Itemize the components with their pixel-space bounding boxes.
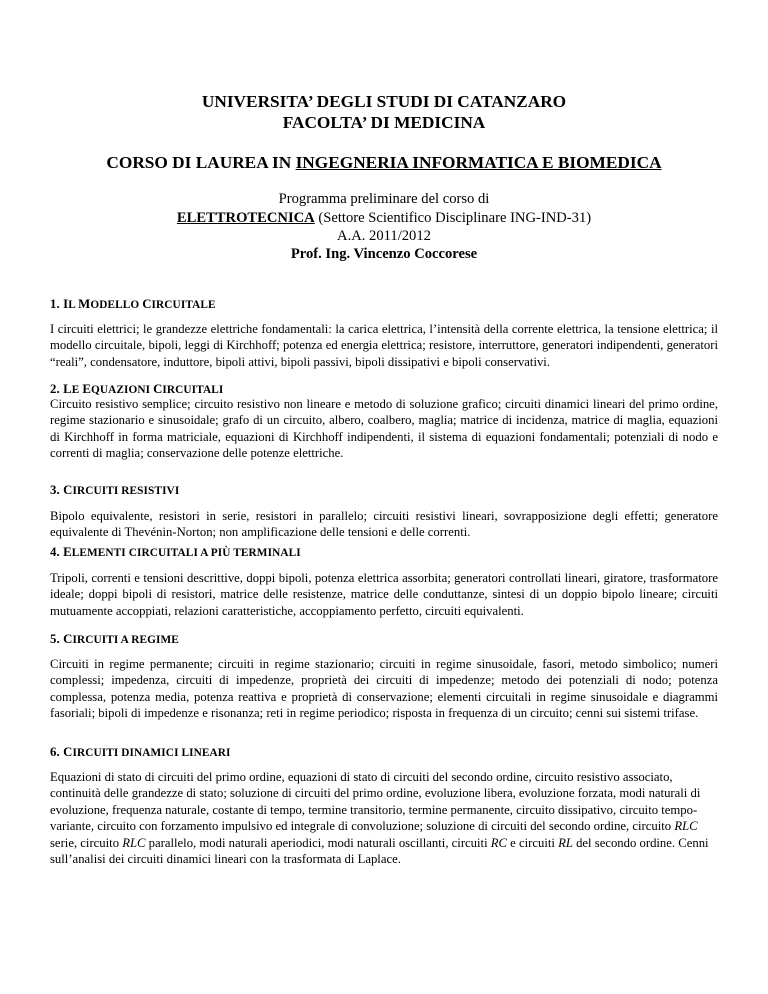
degree-name: INGEGNERIA INFORMATICA E BIOMEDICA — [295, 153, 662, 172]
academic-year: A.A. 2011/2012 — [337, 228, 431, 244]
section-text: I circuiti elettrici; le grandezze elettriche fondamentali: la carica elettrica, l’intensità della corrente elettrica, la tensione elettrica; il modello circuitale, bipoli, leggi di Kirchhoff; potenza ed energia elettrica; resistore, interruttore, generatori indipendenti, generatori “reali”, condensatore, induttore, bipoli attivi, bipoli passivi, bipoli dissipativi e bipoli conservativi. — [50, 322, 718, 369]
section-title-part: IRCUITALE — [151, 299, 216, 311]
section-title — [50, 745, 231, 760]
course-line — [0, 209, 768, 227]
section-text: Circuiti in regime permanente; circuiti in regime stazionario; circuiti in regime sinusoidale, fasori, metodo simbolico; numeri complessi; impedenza, circuiti di impedenze, proprietà dei circuiti di impedenze; metodo dei potenziali di nodo; potenza complessa, potenza media, potenza reattiva e proprietà di conservazione; elementi circuitali in regime sinusoidale e diagrammi fasoriali; bipoli di impedenze e risonanza; reti in regime periodico; risposta in frequenza di un circuito; cenni sui sistemi trifase. — [50, 657, 718, 721]
section-title-part: C — [63, 632, 73, 646]
section-text: Circuito resistivo semplice; circuito resistivo non lineare e metodo di soluzione grafico; circuiti dinamici lineari del primo ordine, regime stazionario e sinusoidale; grafo di un circuito, albero, coalbero, maglia; matrice di incidenza, matrice di maglia, equazioni di Kirchhoff in forma matriciale, equazioni di Kirchhoff indipendenti, il sistema di equazioni fondamentali; potenziali di nodo e correnti di maglia; conservazione delle potenze elettriche. — [50, 397, 718, 461]
section-title-part: IRCUITI A REGIME — [72, 634, 179, 646]
section-text: Equazioni di stato di circuiti del primo ordine, equazioni di stato di circuiti del secondo ordine, circuito resistivo associato, continuità delle grandezze di stato; soluzione di circuiti del primo ordine, evoluzione libera, evoluzione forzata, modi naturali di evoluzione, frequenza naturale, costante di tempo, termine transitorio, termine permanente, circuito dissipativo, circuito tempo-variante, circuito con forzamento impulsivo ed integrale di convoluzione; soluzione di circuiti del secondo ordine, circuito RLC serie, circuito RLC parallelo, modi naturali aperiodici, modi naturali oscillanti, circuiti RC e circuiti RL del secondo ordine. Cenni sull’analisi dei circuiti dinamici lineari con la trasformata di Laplace. — [50, 770, 709, 867]
faculty-title: FACOLTA’ DI MEDICINA — [282, 113, 486, 132]
section-title-part: C — [142, 297, 152, 311]
course-sector: (Settore Scientifico Disciplinare ING-IND-31) — [314, 210, 592, 226]
section-title-part: IRCUITALI — [162, 384, 224, 396]
section-title — [50, 297, 216, 312]
section-number: 2. — [50, 382, 64, 396]
degree-title — [0, 153, 768, 173]
section-title-part: L — [68, 299, 79, 311]
circuit-abbreviation: RLC — [122, 835, 146, 850]
circuit-abbreviation: RC — [490, 835, 507, 850]
section-title-part: I — [63, 297, 69, 311]
degree-prefix: CORSO DI LAUREA IN — [106, 153, 296, 172]
section-title-part: M — [78, 297, 91, 311]
course-intro: Programma preliminare del corso di — [278, 191, 490, 207]
section-title-part: E — [63, 545, 72, 559]
section-title-part: IRCUITI RESISTIVI — [72, 485, 180, 497]
section-title-part: C — [153, 382, 163, 396]
section-title-part: E — [82, 382, 91, 396]
professor: Prof. Ing. Vincenzo Coccorese — [290, 246, 478, 262]
section-title-part: IRCUITI DINAMICI LINEARI — [72, 747, 231, 759]
section-text: Tripoli, correnti e tensioni descrittive, doppi bipoli, potenza elettrica assorbita; generatori controllati lineari, giratore, trasformatore ideale; doppi bipoli di resistori, matrice delle resistenze, matrice delle conduttanze, sintesi di un doppio bipolo lineare; circuiti mutuamente accoppiati, relazioni caratteristiche, accoppiamento perfetto, circuiti equivalenti. — [50, 571, 718, 618]
course-name: ELETTROTECNICA — [176, 210, 315, 226]
section-title-part: E — [71, 384, 83, 396]
section-number: 6. — [50, 745, 64, 759]
university-title: UNIVERSITA’ DEGLI STUDI DI CATANZARO — [201, 92, 567, 111]
section-number: 1. — [50, 297, 64, 311]
section-title — [50, 382, 223, 397]
section-title — [50, 545, 301, 560]
section-text: Bipolo equivalente, resistori in serie, resistori in parallelo; circuiti resistivi lineari, sovrapposizione degli effetti; generatore equivalente di Thevénin-Norton; non amplificazione delle tensioni e delle correnti. — [50, 509, 718, 540]
circuit-abbreviation: RL — [558, 835, 573, 850]
section-title — [50, 483, 179, 498]
section-number: 3. — [50, 483, 64, 497]
section-title-part: QUAZIONI — [90, 384, 154, 396]
section-number: 5. — [50, 632, 64, 646]
section-title — [50, 632, 179, 647]
section-title-part: LEMENTI CIRCUITALI A PIÙ TERMINALI — [71, 547, 301, 559]
section-title-part: C — [63, 483, 73, 497]
circuit-abbreviation: RLC — [674, 819, 698, 834]
section-number: 4. — [50, 545, 64, 559]
section-title-part: ODELLO — [90, 299, 143, 311]
section-title-part: L — [63, 382, 72, 396]
section-title-part: C — [63, 745, 73, 759]
